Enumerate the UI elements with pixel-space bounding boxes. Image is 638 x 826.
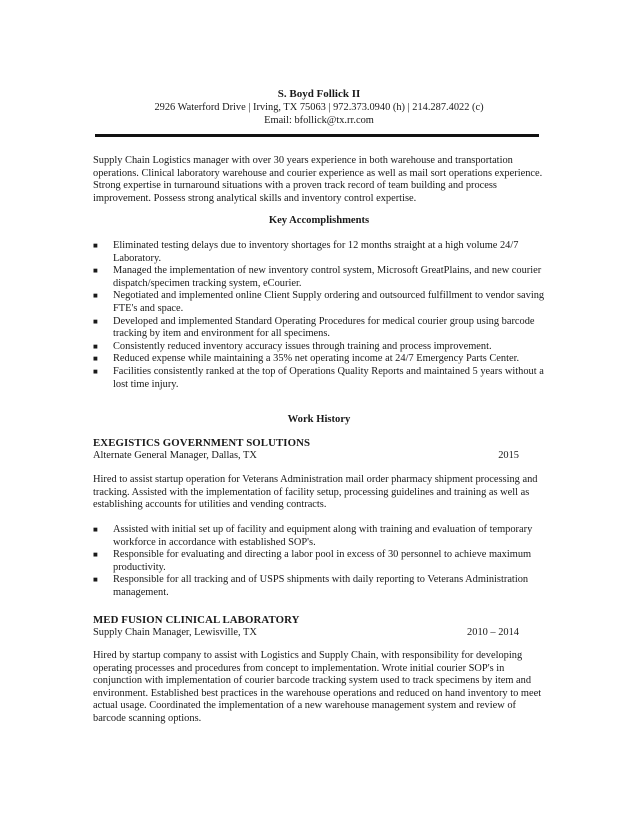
bullet-icon: ■	[93, 316, 98, 326]
list-item: ■ Managed the implementation of new inventory control system, Microsoft GreatPlains, and new courier dispatch/specimen tracking system, eCourier.	[93, 265, 542, 289]
list-item: ■ Eliminated testing delays due to inventory shortages for 12 months straight at a high volume 24/7 Laboratory.	[93, 240, 519, 264]
job-description: Hired to assist startup operation for Veterans Administration mail order pharmacy shipment processing and tracking. Assisted with the implementation of facility setup, processing guidelines and training as well as establishing accounts for utilities and vending contracts.	[93, 474, 538, 511]
job-entry	[93, 614, 545, 639]
job-role: Supply Chain Manager, Lewisville, TX	[93, 626, 257, 638]
job-role-row	[93, 450, 519, 463]
bullet-icon: ■	[93, 366, 98, 376]
accomplishments-list	[93, 240, 545, 391]
job-role: Alternate General Manager, Dallas, TX	[93, 449, 257, 461]
job-dates: 2015	[498, 449, 519, 461]
list-item: ■ Consistently reduced inventory accuracy issues through training and process improvement.	[93, 340, 492, 352]
candidate-name: S. Boyd Follick II	[277, 88, 361, 100]
list-item: ■ Reduced expense while maintaining a 35% net operating income at 24/7 Emergency Parts Center.	[93, 353, 520, 365]
job-dates: 2010 – 2014	[467, 626, 519, 638]
list-item: ■ Responsible for evaluating and directing a labor pool in excess of 30 personnel to achieve maximum productivity.	[93, 549, 532, 573]
bullet-icon: ■	[93, 291, 98, 301]
company-name: MED FUSION CLINICAL LABORATORY	[93, 614, 300, 626]
list-item: ■ Responsible for all tracking and of USPS shipments with daily reporting to Veterans Administration management.	[93, 574, 529, 598]
bullet-icon: ■	[93, 525, 98, 534]
professional-summary: Supply Chain Logistics manager with over 30 years experience in both warehouse and transportation operations. Clinical laboratory warehouse and courier experience as well as mail sort operations experience. Strong expertise in turnaround situations with a proven track record of team building and process improvement. Possess strong analytical skills and inventory control expertise.	[93, 155, 543, 204]
contact-address: 2926 Waterford Drive | Irving, TX 75063 | 972.373.0940 (h) | 214.287.4022 (c)	[154, 102, 484, 113]
list-item: ■ Developed and implemented Standard Operating Procedures for medical courier group using barcode tracking by item and environment for all specimens.	[93, 315, 535, 340]
list-item: ■ Facilities consistently ranked at the top of Operations Quality Reports and maintained 5 years without a lost time injury.	[93, 365, 544, 390]
job-bullets	[93, 524, 545, 600]
list-item: ■ Negotiated and implemented online Client Supply ordering and outsourced fulfillment to vendor saving FTE's and space.	[93, 290, 545, 314]
header-divider	[95, 134, 539, 137]
work-history-heading: Work History	[287, 414, 351, 425]
list-item: ■ Assisted with initial set up of facility and equipment along with training and evaluation of temporary workforce in accordance with established SOP's.	[93, 524, 533, 548]
resume-header	[0, 88, 638, 127]
company-name: EXEGISTICS GOVERNMENT SOLUTIONS	[93, 437, 311, 449]
bullet-icon: ■	[93, 341, 98, 351]
job-entry	[93, 437, 545, 462]
bullet-icon: ■	[93, 241, 98, 250]
job-description: Hired by startup company to assist with Logistics and Supply Chain, with responsibility for developing operating processes and procedures from concept to implementation. Wrote initial courier SOP's in conjunction with implementation of courier barcode tracking system used to track specimens by item and environment. Established best practices in the warehouse operations and reduced on hand inventory to meet actual usage. Coordinated the implementation of a new warehouse management system and review of barcode scanning options.	[93, 650, 542, 724]
job-role-row	[93, 627, 519, 640]
bullet-icon: ■	[93, 550, 98, 560]
contact-email: Email: bfollick@tx.rr.com	[264, 115, 374, 126]
bullet-icon: ■	[93, 266, 98, 276]
bullet-icon: ■	[93, 575, 98, 585]
bullet-icon: ■	[93, 354, 98, 364]
accomplishments-heading: Key Accomplishments	[268, 215, 370, 226]
